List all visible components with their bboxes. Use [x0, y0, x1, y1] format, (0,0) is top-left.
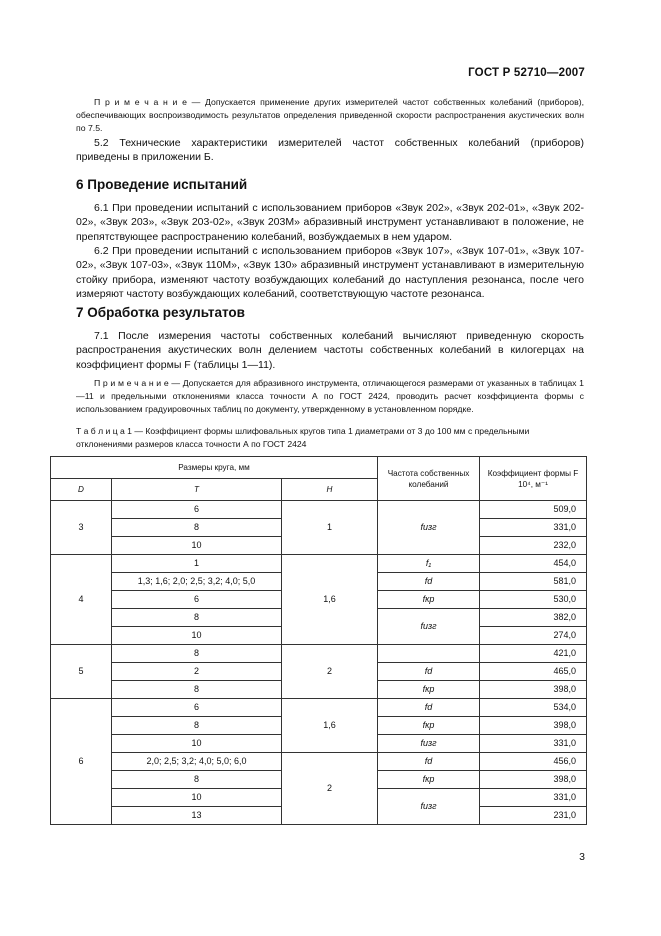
cell-t: 1: [112, 555, 282, 573]
cell-frequency: fизг: [378, 789, 480, 825]
cell-frequency: fd: [378, 699, 480, 717]
header-coefficient: Коэффициент формы F 10⁴, м⁻¹: [480, 457, 587, 501]
note-text: — Допускается применение других измерителей частот собственных колебаний (приборов), обеспечивающих воспроизводимость результатов определения приведенной скорости распространения акустических волн по 7.5.: [76, 97, 585, 133]
table-row: [51, 645, 587, 663]
cell-t: 6: [112, 699, 282, 717]
header-frequency: Частота собственных колебаний: [378, 457, 480, 501]
cell-coefficient: 398,0: [480, 717, 587, 735]
cell-t: 2: [112, 663, 282, 681]
section-7-title: 7 Обработка результатов: [76, 305, 245, 320]
cell-h: 1: [282, 501, 378, 555]
cell-coefficient: 232,0: [480, 537, 587, 555]
cell-t: 6: [112, 501, 282, 519]
cell-h: 2: [282, 753, 378, 825]
note-label: П р и м е ч а н и е: [94, 97, 187, 107]
cell-frequency: fd: [378, 753, 480, 771]
cell-frequency: f₁: [378, 555, 480, 573]
cell-coefficient: 331,0: [480, 789, 587, 807]
cell-coefficient: 398,0: [480, 681, 587, 699]
cell-t: 10: [112, 627, 282, 645]
cell-t: 8: [112, 609, 282, 627]
header-sizes: Размеры круга, мм: [51, 457, 378, 479]
note-shape-coefficient: [76, 377, 584, 416]
table-caption-label: Т а б л и ц а 1: [76, 426, 132, 436]
cell-coefficient: 534,0: [480, 699, 587, 717]
cell-d: 3: [51, 501, 112, 555]
cell-frequency: fd: [378, 663, 480, 681]
cell-t: 8: [112, 645, 282, 663]
note-label: П р и м е ч а н и е: [94, 378, 169, 388]
cell-frequency: fd: [378, 573, 480, 591]
cell-coefficient: 509,0: [480, 501, 587, 519]
cell-t: 8: [112, 519, 282, 537]
section-6-title: 6 Проведение испытаний: [76, 177, 248, 192]
header-h: H: [282, 479, 378, 501]
cell-coefficient: 331,0: [480, 735, 587, 753]
table-1-caption: [76, 425, 588, 450]
cell-t: 10: [112, 735, 282, 753]
paragraph-5-2: 5.2 Технические характеристики измерителей частот собственных колебаний (приборов) приведены в приложении Б.: [76, 137, 584, 164]
cell-h: 2: [282, 645, 378, 699]
cell-coefficient: 231,0: [480, 807, 587, 825]
cell-h: 1,6: [282, 699, 378, 753]
cell-frequency-empty: [378, 645, 480, 663]
cell-coefficient: 530,0: [480, 591, 587, 609]
cell-t: 8: [112, 681, 282, 699]
paragraph-7-1: 7.1 После измерения частоты собственных колебаний вычисляют приведенную скорость распространения акустических волн делением частоты собственных колебаний в килогерцах на коэффициент формы F (таблицы 1—11).: [76, 330, 584, 371]
cell-d: 4: [51, 555, 112, 645]
cell-frequency: fкр: [378, 771, 480, 789]
paragraph-6-1: 6.1 При проведении испытаний с использованием приборов «Звук 202», «Звук 202-01», «Звук 202-02», «Звук 203», «Звук 203-02», «Звук 203М» абразивный инструмент устанавливают в положение, не препятствующее распространению колебаний, возбуждаемых в нем ударом.: [76, 202, 584, 243]
cell-coefficient: 331,0: [480, 519, 587, 537]
cell-coefficient: 581,0: [480, 573, 587, 591]
cell-frequency: fизг: [378, 735, 480, 753]
cell-t: 10: [112, 537, 282, 555]
page-number: 3: [579, 851, 585, 863]
cell-t: 6: [112, 591, 282, 609]
cell-t: 2,0; 2,5; 3,2; 4,0; 5,0; 6,0: [112, 753, 282, 771]
cell-coefficient: 398,0: [480, 771, 587, 789]
table-header-row: [51, 457, 587, 479]
cell-frequency: fизг: [378, 609, 480, 645]
note-measuring-devices: [76, 96, 584, 135]
cell-frequency: fкр: [378, 591, 480, 609]
table-row: [51, 699, 587, 717]
cell-t: 8: [112, 717, 282, 735]
table-caption-text: — Коэффициент формы шлифовальных кругов типа 1 диаметрами от 3 до 100 мм с предельными отклонениями размеров класса точности А по ГОСТ 2424: [76, 426, 530, 449]
table-row: [51, 555, 587, 573]
cell-coefficient: 456,0: [480, 753, 587, 771]
note-text: — Допускается для абразивного инструмента, отличающегося размерами от указанных в таблицах 1—11 и предельными отклонениями класса точности А по ГОСТ 2424, проводить расчет коэффициента формы с использованием градуировочных таблиц по документу, утвержденному в установленном порядке.: [76, 378, 585, 414]
cell-t: 10: [112, 789, 282, 807]
cell-coefficient: 421,0: [480, 645, 587, 663]
cell-t: 1,3; 1,6; 2,0; 2,5; 3,2; 4,0; 5,0: [112, 573, 282, 591]
cell-frequency: fизг: [378, 501, 480, 555]
paragraph-6-2: 6.2 При проведении испытаний с использованием приборов «Звук 107», «Звук 107-01», «Звук 107-02», «Звук 107-03», «Звук 110М», «Звук 130» абразивный инструмент устанавливают в измерительную стойку прибора, изменяют частоту возбуждающих колебаний до наступления резонанса, после чего измеряют частоту возбуждающих колебаний, соответствующую частоте резонанса.: [76, 245, 584, 301]
table-1: [50, 456, 587, 825]
cell-coefficient: 274,0: [480, 627, 587, 645]
document-code: ГОСТ Р 52710—2007: [468, 67, 585, 79]
cell-coefficient: 382,0: [480, 609, 587, 627]
cell-frequency: fкр: [378, 717, 480, 735]
cell-h: 1,6: [282, 555, 378, 645]
table-row: [51, 501, 587, 519]
cell-t: 8: [112, 771, 282, 789]
cell-d: 6: [51, 699, 112, 825]
table-row: [51, 753, 587, 771]
cell-t: 13: [112, 807, 282, 825]
cell-coefficient: 465,0: [480, 663, 587, 681]
header-t: T: [112, 479, 282, 501]
header-d: D: [51, 479, 112, 501]
cell-d: 5: [51, 645, 112, 699]
cell-coefficient: 454,0: [480, 555, 587, 573]
cell-frequency: fкр: [378, 681, 480, 699]
